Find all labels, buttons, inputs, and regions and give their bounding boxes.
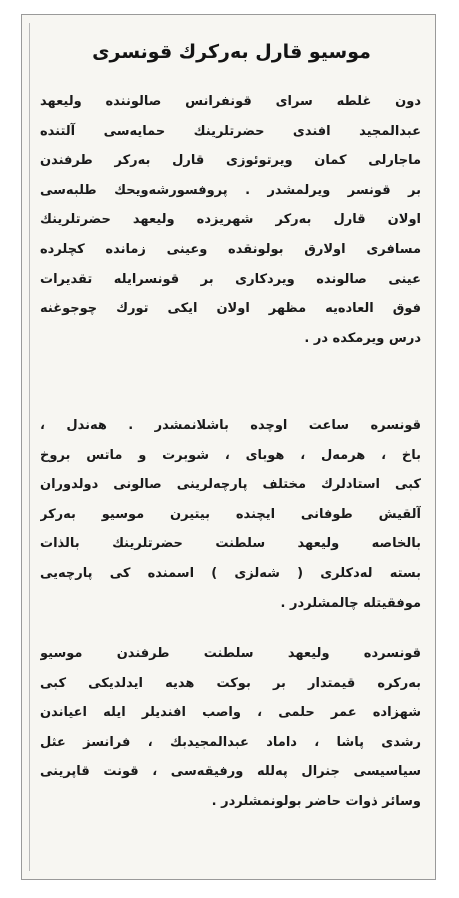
article-paragraph-3 [40, 639, 421, 817]
text-line: مسافری اولارق بولونقده وعینی زمانده کچلرده [40, 241, 421, 257]
text-line: موفقیتله چالمشلردر . [280, 595, 421, 611]
text-line: ماجارلی کمان ویرتوئوزی قارل بەرکر طرفندن [40, 153, 421, 169]
text-line: اولان قارل بەرکر شهریزده ولیعهد حضرتلرینك [40, 212, 421, 228]
text-line: آلقیش طوفانی ایچنده بیتیرن موسیو بەرکر [40, 506, 421, 522]
text-line: بەرکره قیمتدار بر بوکت هدیه ایدلدیکی کبی [40, 675, 421, 691]
text-line: کبی استادلرك مختلف پارچەلرینی صالونی دولدوران [40, 477, 421, 493]
newspaper-clipping [21, 14, 436, 880]
text-line: درس ویرمکده در . [304, 330, 421, 346]
text-line: قونسرده ولیعهد سلطنت طرفندن موسیو [40, 646, 421, 661]
text-line: فوق العادەیە مظهر اولان ایکی تورك چوجوغنه [40, 301, 421, 317]
text-line: عبدالمجید افندی حضرتلرینك حمایەسی آلتنده [40, 123, 421, 139]
text-line: قونسره ساعت اوچده باشلانمشدر . هەندل ، [40, 418, 421, 433]
article-headline: موسیو قارل بەرکرك قونسری [92, 41, 371, 63]
article-paragraph-1 [40, 87, 421, 353]
text-line: وسائر ذوات حاضر بولونمشلردر . [211, 793, 421, 809]
column-rule [29, 23, 30, 871]
text-line: سیاسیسی جنرال پەللە ورفیقەسی ، قونت قاپرینی [40, 764, 421, 780]
text-line: بر قونسر ویرلمشدر . پروفسورشەویحك طلبەسی [40, 182, 421, 198]
text-line: دون غلطه سرای قونفرانس صالوننده ولیعهد [40, 94, 421, 109]
text-line: باخ ، هرمەل ، هوبای ، شوبرت و ماتس بروخ [40, 447, 421, 463]
text-line: بالخاصه ولیعهد سلطنت حضرتلرینك بالذات [40, 536, 421, 552]
text-line: عینی صالونده ویردکاری بر قونسرایله تقدیرات [40, 271, 421, 287]
text-line: بسته لەدکلری ( شەلزی ) اسمنده کی پارچەیی [40, 565, 421, 581]
text-line: رشدی پاشا ، داماد عبدالمجیدبك ، فرانسز عثل [40, 734, 421, 750]
text-line: شهزاده عمر حلمی ، واصب افندیلر ایله اعیاندن [40, 705, 421, 721]
article-paragraph-2 [40, 411, 421, 618]
